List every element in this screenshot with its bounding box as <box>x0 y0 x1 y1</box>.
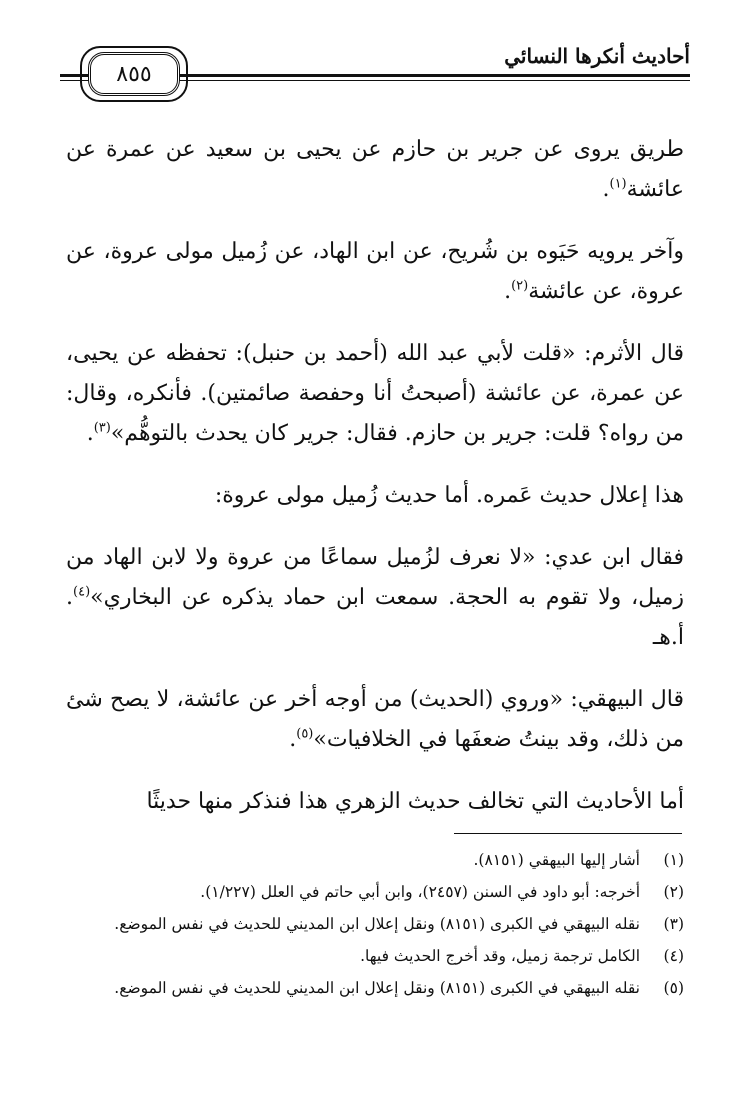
footnote-number: (٣) <box>663 915 684 933</box>
paragraph <box>66 538 684 658</box>
main-text <box>66 130 684 844</box>
paragraph-tail: . أ.هـ <box>66 585 684 650</box>
footnote-ref: (٤) <box>73 584 91 600</box>
running-header-title: أحاديث أنكرها النسائي <box>504 44 690 68</box>
paragraph-text: وآخر يرويه حَيَوه بن شُريح، عن ابن الهاد، عن زُميل مولى عروة، عن عروة، عن عائشة <box>66 239 684 304</box>
footnote <box>66 974 684 1002</box>
footnote-text: نقله البيهقي في الكبرى (٨١٥١) ونقل إعلال ابن المديني للحديث في نفس الموضع. <box>114 979 640 997</box>
paragraph-text: قال البيهقي: «وروي (الحديث) من أوجه أخر عن عائشة، لا يصح شئ من ذلك، وقد بينتُ ضعفَها في الخلافيات» <box>66 687 684 752</box>
footnote-text: نقله البيهقي في الكبرى (٨١٥١) ونقل إعلال ابن المديني للحديث في نفس الموضع. <box>114 915 640 933</box>
paragraph <box>66 232 684 312</box>
paragraph-tail: . <box>289 727 297 752</box>
paragraph <box>66 130 684 210</box>
page-number <box>88 52 180 96</box>
paragraph-tail: . <box>86 421 94 446</box>
paragraph-text: فقال ابن عدي: «لا نعرف لزُميل سماعًا من عروة ولا لابن الهاد من زميل، ولا تقوم به الحجة. سمعت ابن حماد يذكره عن البخاري» <box>66 545 684 610</box>
footnote-number: (٥) <box>663 979 684 997</box>
paragraph-text: أما الأحاديث التي تخالف حديث الزهري هذا فنذكر منها حديثًا <box>146 789 684 814</box>
footnote-ref: (٣) <box>93 420 111 436</box>
paragraph-text: قال الأثرم: «قلت لأبي عبد الله (أحمد بن حنبل): تحفظه عن يحيى، عن عمرة، عن عائشة (أصبحتُ أنا وحفصة صائمتين). فأنكره، وقال: من رواه؟ قلت: جرير بن حازم. فقال: جرير كان يحدث بالتوهُّم» <box>66 341 684 446</box>
footnote-separator <box>454 833 682 834</box>
paragraph <box>66 680 684 760</box>
paragraph-tail: . <box>602 177 610 202</box>
footnote-ref: (٥) <box>296 726 314 742</box>
paragraph-text: طريق يروى عن جرير بن حازم عن يحيى بن سعيد عن عمرة عن عائشة <box>66 137 684 202</box>
footnote-text: أشار إليها البيهقي (٨١٥١). <box>473 851 640 869</box>
footnote-ref: (٢) <box>511 278 529 294</box>
footnote-number: (٢) <box>663 883 684 901</box>
footnote <box>66 846 684 874</box>
footnote-text: الكامل ترجمة زميل، وقد أخرج الحديث فيها. <box>360 947 640 965</box>
page-number-text: ٨٥٥ <box>116 61 152 87</box>
paragraph-tail: . <box>504 279 512 304</box>
footnote-number: (١) <box>663 851 684 869</box>
footnote <box>66 910 684 938</box>
footnote <box>66 942 684 970</box>
footnote-text: أخرجه: أبو داود في السنن (٢٤٥٧)، وابن أبي حاتم في العلل (١/٢٢٧). <box>200 883 640 901</box>
paragraph-text: هذا إعلال حديث عَمره. أما حديث زُميل مولى عروة: <box>214 483 684 508</box>
paragraph <box>66 476 684 516</box>
footnotes <box>66 846 684 1006</box>
paragraph <box>66 782 684 822</box>
paragraph <box>66 334 684 454</box>
footnote <box>66 878 684 906</box>
footnote-number: (٤) <box>663 947 684 965</box>
footnote-ref: (١) <box>609 176 627 192</box>
